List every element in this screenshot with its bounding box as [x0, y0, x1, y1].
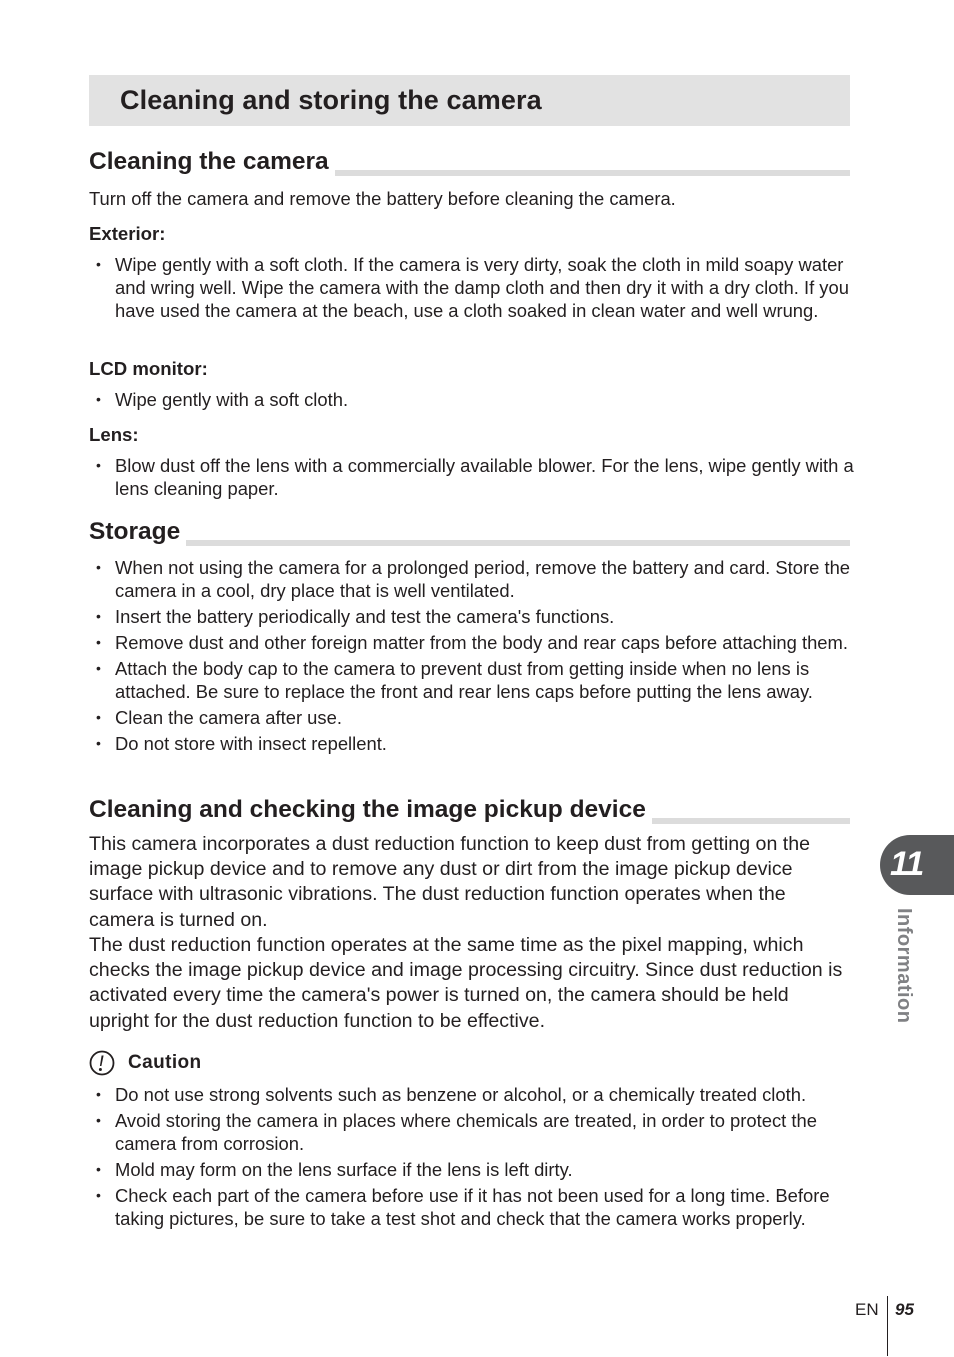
bullet-icon: •	[96, 457, 101, 473]
page-number: 95	[895, 1300, 914, 1319]
list-item: • Insert the battery periodically and test the camera's functions.	[96, 606, 615, 627]
chapter-tab	[880, 835, 954, 895]
bullet-icon: •	[96, 256, 101, 272]
list-item: • Clean the camera after use.	[96, 707, 342, 728]
page-title-banner	[89, 75, 850, 126]
bullet-icon: •	[96, 608, 101, 624]
bullet-icon: •	[96, 1187, 101, 1203]
list-item: • Do not store with insect repellent.	[96, 733, 387, 754]
lcd-list	[89, 388, 859, 414]
pickup-paragraph-1: This camera incorporates a dust reduction function to keep dust from getting on the image pickup device and to remove any dust or dirt from the image pickup device surface with ultrasonic vibrations. The dust reduction function operates when the camera is turned on.	[89, 833, 811, 931]
section-title-storage: Storage	[89, 517, 186, 547]
pickup-paragraph-2: The dust reduction function operates at the same time as the pixel mapping, which checks the image pickup device and image processing circuitry. Since dust reduction is activated every time the camera's power is turned on, the camera should be held upright for the dust reduction function to be effective.	[89, 934, 843, 1032]
bullet-icon: •	[96, 735, 101, 751]
page-title: Cleaning and storing the camera	[120, 85, 542, 115]
list-item: • Wipe gently with a soft cloth. If the camera is very dirty, soak the cloth in mild soapy water and wring well. Wipe the camera with the damp cloth and then dry it with a dry cloth. If you have used the camera at the beach, use a cloth soaked in clean water and well wrung.	[96, 254, 849, 321]
lens-label: Lens:	[89, 424, 139, 445]
list-item: • When not using the camera for a prolonged period, remove the battery and card. Store the camera in a cool, dry place that is well ventilated.	[96, 557, 851, 601]
lens-list	[89, 454, 859, 503]
cleaning-intro: Turn off the camera and remove the battery before cleaning the camera.	[89, 188, 676, 209]
list-item: • Avoid storing the camera in places where chemicals are treated, in order to protect the camera from corrosion.	[96, 1110, 817, 1154]
bullet-icon: •	[96, 1112, 101, 1128]
bullet-icon: •	[96, 634, 101, 650]
exterior-label: Exterior:	[89, 223, 166, 244]
section-header-storage	[89, 512, 850, 546]
bullet-icon: •	[96, 1086, 101, 1102]
exterior-list	[89, 253, 859, 325]
chapter-side-label	[892, 908, 922, 1048]
list-item: • Attach the body cap to the camera to prevent dust from getting inside when no lens is attached. Be sure to replace the front and rear lens caps before putting the lens away.	[96, 658, 813, 702]
bullet-icon: •	[96, 660, 101, 676]
section-header-pickup	[89, 790, 850, 824]
section-header-cleaning	[89, 142, 850, 176]
section-title-pickup: Cleaning and checking the image pickup device	[89, 795, 652, 825]
caution-icon	[89, 1050, 115, 1076]
bullet-icon: •	[96, 709, 101, 725]
caution-label: Caution	[128, 1052, 202, 1073]
list-item: • Blow dust off the lens with a commercially available blower. For the lens, wipe gently with a lens cleaning paper.	[96, 455, 854, 499]
bullet-icon: •	[96, 1161, 101, 1177]
chapter-label: Information	[893, 908, 915, 1024]
list-item: • Check each part of the camera before use if it has not been used for a long time. Before taking pictures, be sure to take a test shot and check that the camera works properly.	[96, 1185, 830, 1229]
storage-list	[89, 556, 859, 758]
bullet-icon: •	[96, 559, 101, 575]
list-item: • Do not use strong solvents such as benzene or alcohol, or a chemically treated cloth.	[96, 1084, 807, 1105]
list-item: • Mold may form on the lens surface if the lens is left dirty.	[96, 1159, 573, 1180]
bullet-icon: •	[96, 391, 101, 407]
footer-divider	[887, 1296, 888, 1356]
list-item: • Remove dust and other foreign matter from the body and rear caps before attaching them.	[96, 632, 848, 653]
caution-list	[89, 1083, 859, 1233]
caution-header	[89, 1048, 202, 1078]
section-title-cleaning: Cleaning the camera	[89, 147, 335, 177]
chapter-number: 11	[890, 845, 924, 883]
section-rule	[89, 540, 850, 546]
lcd-monitor-label: LCD monitor:	[89, 358, 208, 379]
list-item: • Wipe gently with a soft cloth.	[96, 389, 349, 410]
footer-language: EN	[855, 1300, 879, 1319]
